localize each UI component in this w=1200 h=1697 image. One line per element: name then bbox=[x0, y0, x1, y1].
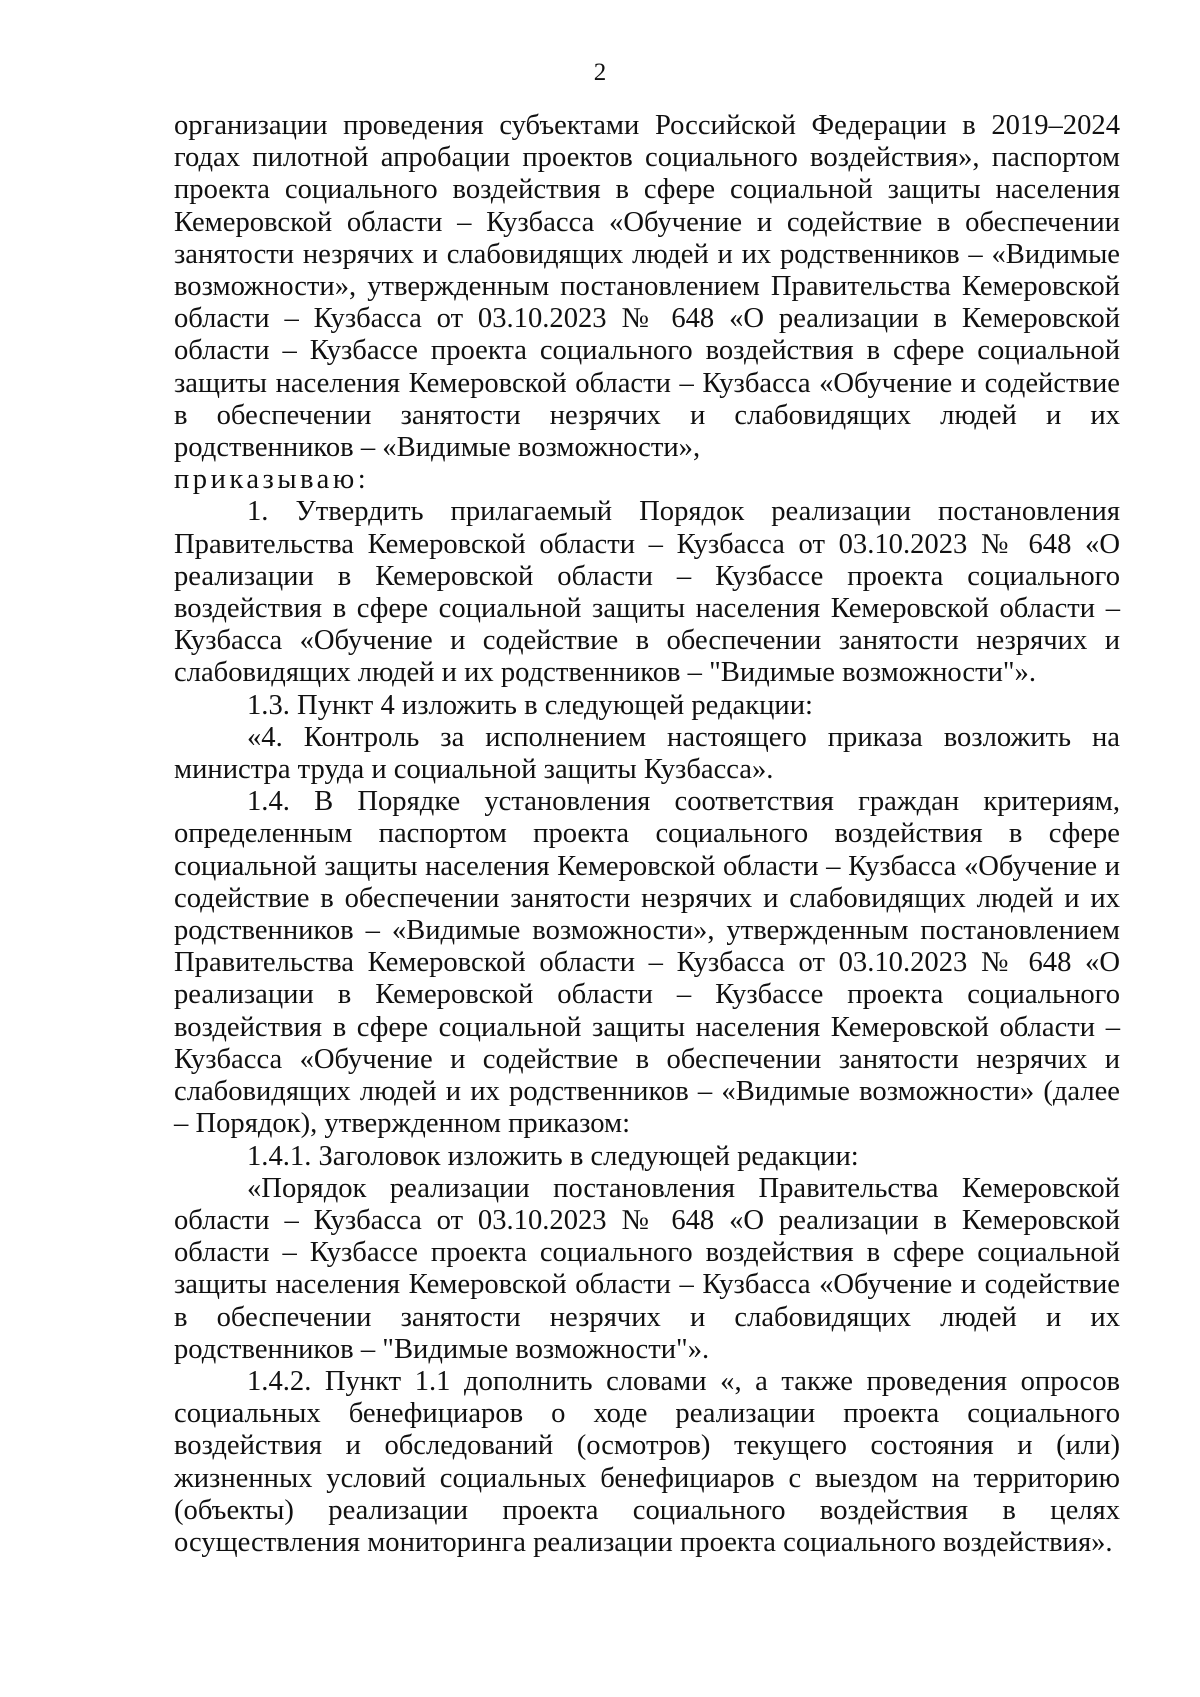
paragraph-order-word: приказываю: bbox=[174, 464, 370, 496]
paragraph-item-1: 1. Утвердить прилагаемый Порядок реализации постановления Правительства Кемеровской области – Кузбасса от 03.10.2023 № 648 «О реализации в Кемеровской области – Кузбассе проекта социального воздействия в сфере социальной защиты населения Кемеровской области – Кузбасса «Обучение и содействие в обеспечении занятости незрячих и слабовидящих людей и их родственников – "Видимые возможности"». bbox=[174, 496, 1120, 689]
paragraph-item-4-text: «4. Контроль за исполнением настоящего приказа возложить на министра труда и социальной защиты Кузбасса». bbox=[174, 721, 1120, 786]
page-number: 2 bbox=[593, 59, 607, 86]
paragraph-item-1-4-1: 1.4.1. Заголовок изложить в следующей редакции: bbox=[247, 1140, 859, 1172]
paragraph-item-1-4: 1.4. В Порядке установления соответствия граждан критериям, определенным паспортом проекта социального воздействия в сфере социальной защиты населения Кемеровской области – Кузбасса «Обучение и содействие в обеспечении занятости незрячих и слабовидящих людей и их родственников – «Видимые возможности», утвержденным постановлением Правительства Кемеровской области – Кузбасса от 03.10.2023 № 648 «О реализации в Кемеровской области – Кузбассе проекта социального воздействия в сфере социальной защиты населения Кемеровской области – Кузбасса «Обучение и содействие в обеспечении занятости незрячих и слабовидящих людей и их родственников – «Видимые возможности» (далее – Порядок), утвержденном приказом: bbox=[174, 786, 1120, 1140]
document-body bbox=[174, 110, 1120, 1559]
paragraph-item-1-4-2: 1.4.2. Пункт 1.1 дополнить словами «, а также проведения опросов социальных бенефициаров о ходе реализации проекта социального воздействия и обследований (осмотров) текущего состояния и (или) жизненных условий социальных бенефициаров с выездом на территорию (объекты) реализации проекта социального воздействия в целях осуществления мониторинга реализации проекта социального воздействия». bbox=[174, 1365, 1120, 1558]
paragraph-title-text: «Порядок реализации постановления Правительства Кемеровской области – Кузбасса от 03.10.2023 № 648 «О реализации в Кемеровской области – Кузбассе проекта социального воздействия в сфере социальной защиты населения Кемеровской области – Кузбасса «Обучение и содействие в обеспечении занятости незрячих и слабовидящих людей и их родственников – "Видимые возможности"». bbox=[174, 1172, 1120, 1365]
paragraph-item-1-3: 1.3. Пункт 4 изложить в следующей редакции: bbox=[247, 689, 813, 721]
paragraph-preamble: организации проведения субъектами Российской Федерации в 2019–2024 годах пилотной апробации проектов социального воздействия», паспортом проекта социального воздействия в сфере социальной защиты населения Кемеровской области – Кузбасса «Обучение и содействие в обеспечении занятости незрячих и слабовидящих людей и их родственников – «Видимые возможности», утвержденным постановлением Правительства Кемеровской области – Кузбасса от 03.10.2023 № 648 «О реализации в Кемеровской области – Кузбассе проекта социального воздействия в сфере социальной защиты населения Кемеровской области – Кузбасса «Обучение и содействие в обеспечении занятости незрячих и слабовидящих людей и их родственников – «Видимые возможности», bbox=[174, 110, 1120, 464]
